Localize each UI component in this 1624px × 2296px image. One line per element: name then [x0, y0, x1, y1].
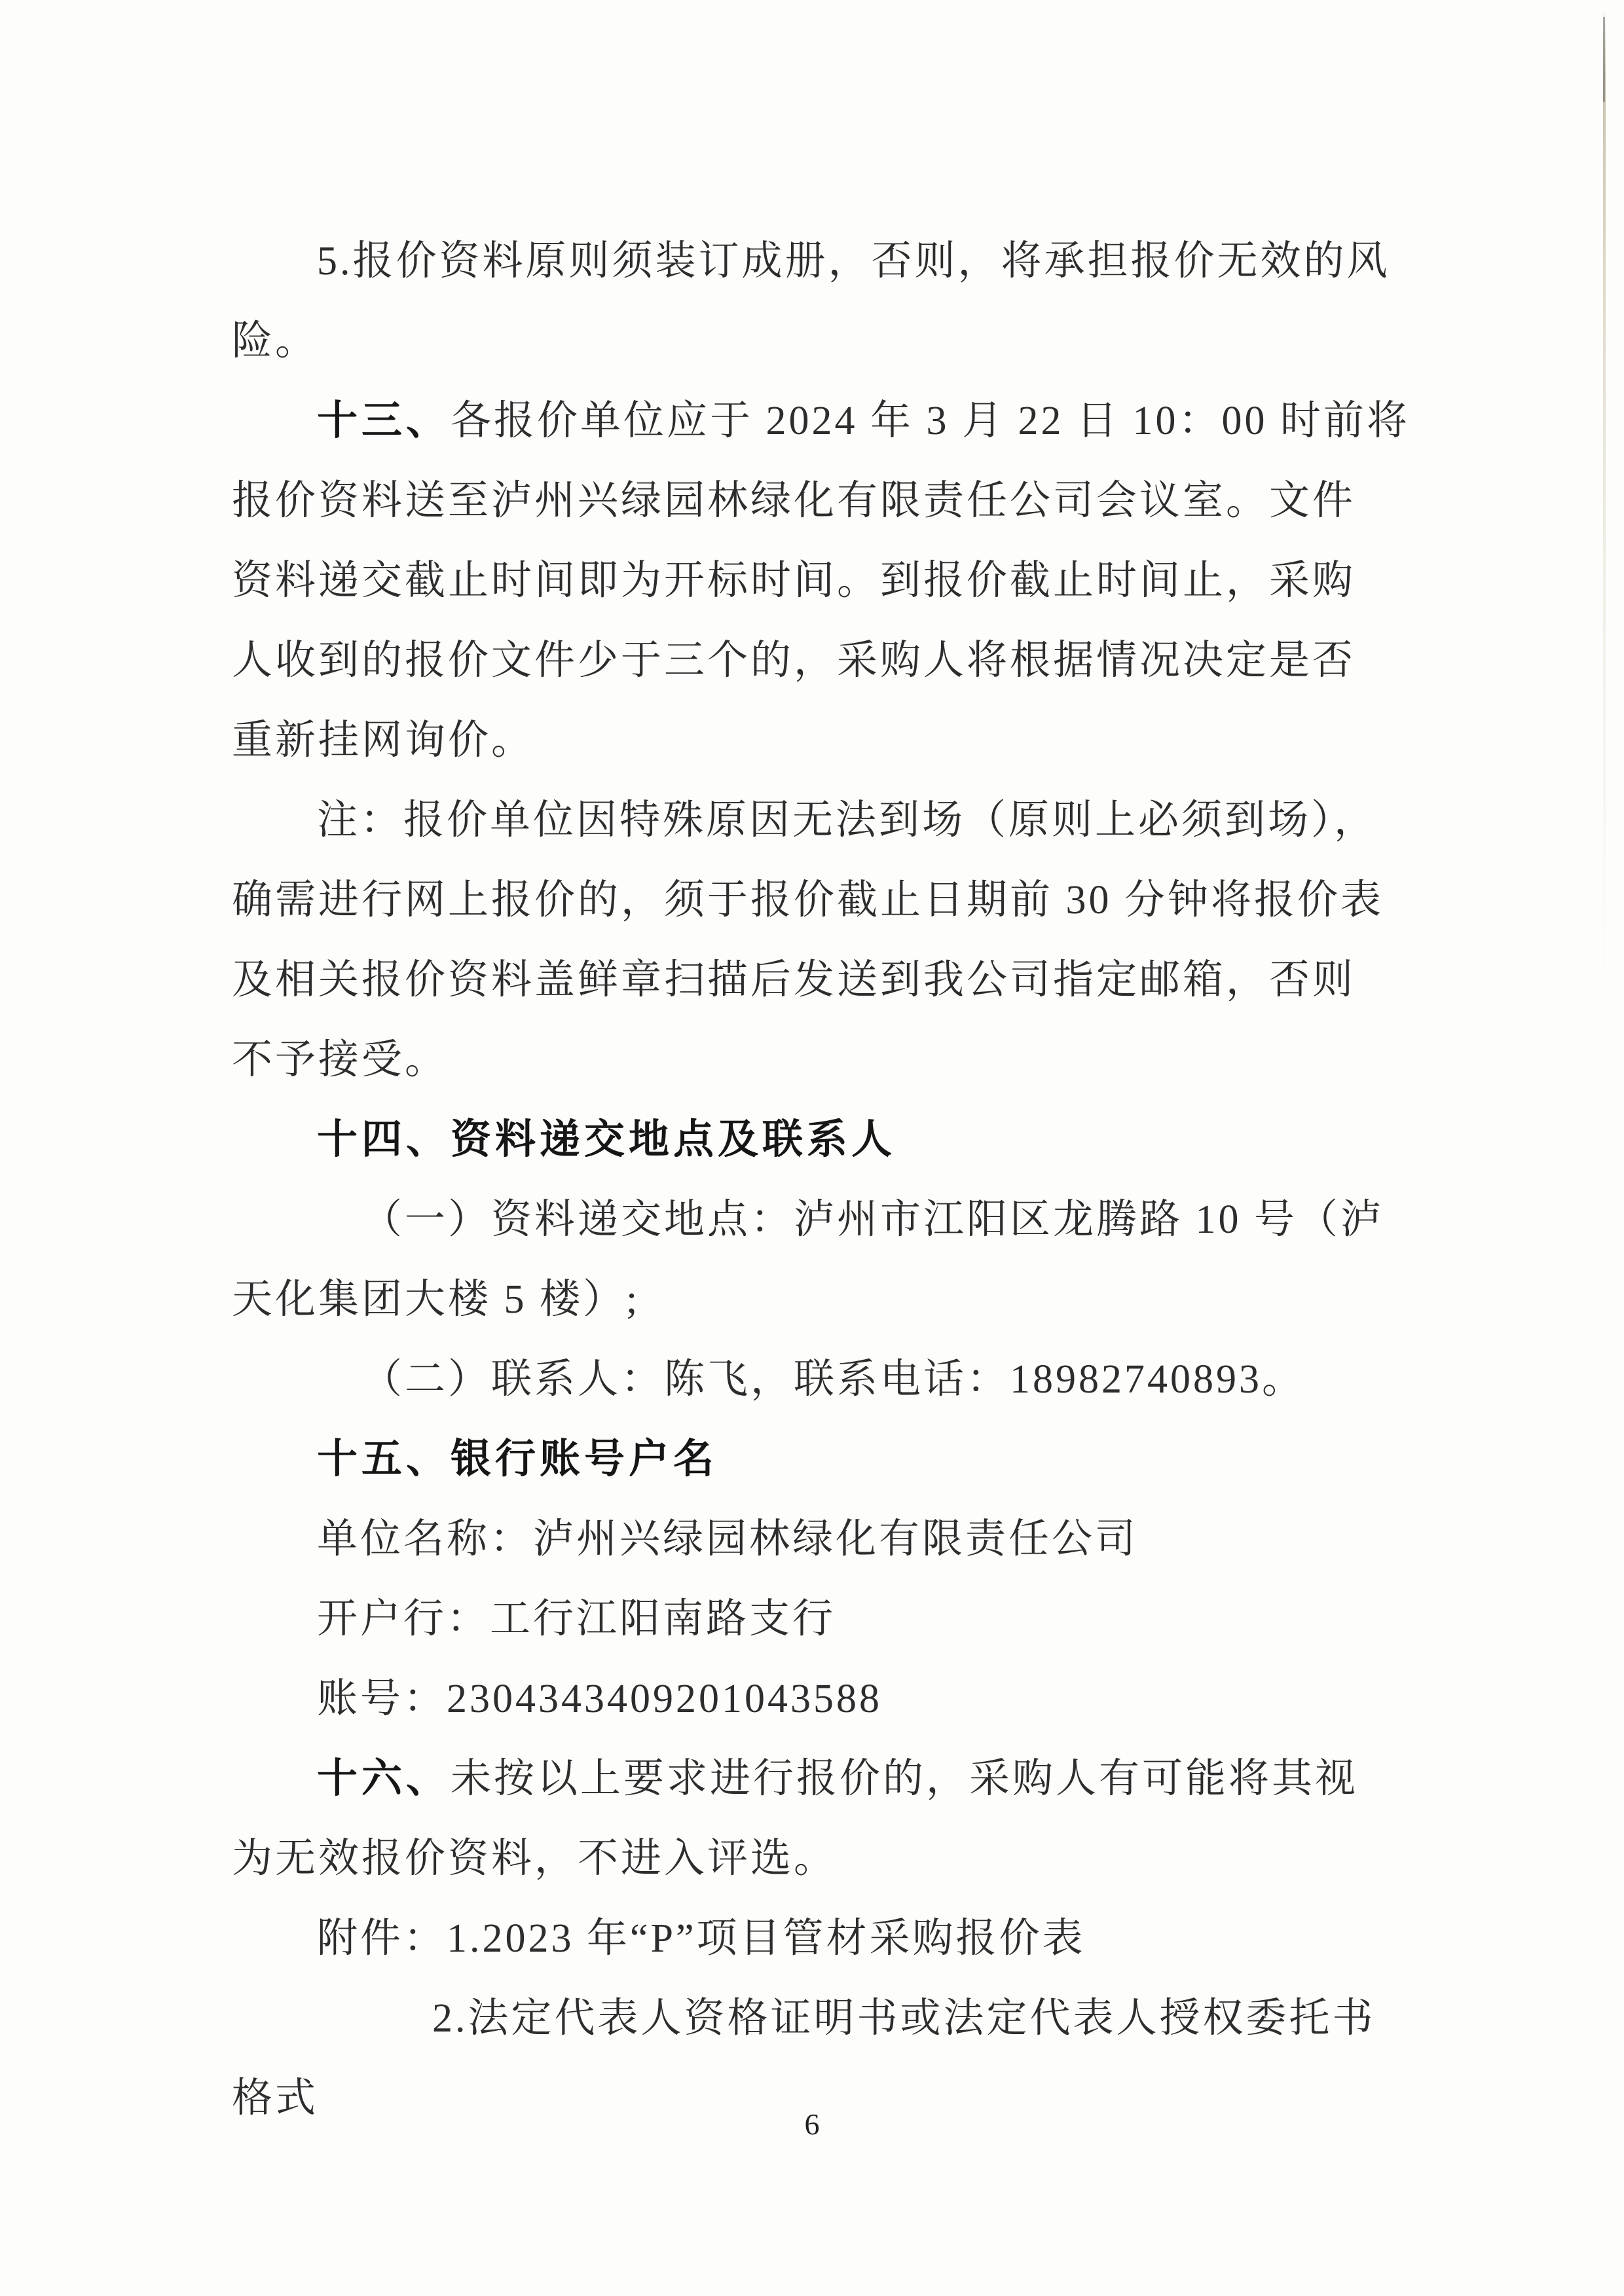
text-segment: 险。: [232, 319, 319, 363]
text-line: [232, 301, 1371, 381]
section-heading-segment: 十四、资料递交地点及联系人: [317, 1118, 896, 1162]
text-segment: （二）联系人：陈飞，联系电话：18982740893。: [361, 1357, 1306, 1402]
text-segment: 格式: [232, 2076, 319, 2121]
text-line: [232, 1899, 1371, 1978]
text-segment: 资料递交截止时间即为开标时间。到报价截止时间止，采购: [232, 558, 1356, 603]
text-line: [232, 1819, 1371, 1899]
text-line: [232, 860, 1384, 940]
text-segment: 及相关报价资料盖鲜章扫描后发送到我公司指定邮箱，否则: [232, 958, 1356, 1002]
scan-dash-artifact: [1603, 17, 1605, 102]
text-segment: 账号：2304343409201043588: [317, 1677, 883, 1721]
text-line: [232, 1100, 1371, 1180]
text-line: [232, 1020, 1371, 1100]
text-line: [232, 780, 1378, 860]
text-segment: 附件：1.2023 年“P”项目管材采购报价表: [317, 1916, 1086, 1961]
text-line: [232, 221, 1390, 301]
text-segment: 注：报价单位因特殊原因无法到场（原则上必须到场），: [317, 798, 1378, 843]
document-body: [232, 221, 1411, 2138]
text-segment: 各报价单位应于 2024 年 3 月 22 日 10：00 时前将: [451, 399, 1411, 443]
text-segment: 开户行：工行江阳南路支行: [317, 1597, 836, 1641]
text-line: [232, 940, 1371, 1020]
scan-edge-artifact: [1603, 12, 1606, 981]
text-line: [232, 1180, 1384, 1260]
text-line: [232, 461, 1371, 541]
text-segment: 为无效报价资料，不进入评选。: [232, 1836, 838, 1881]
section-heading-segment: 十六、: [317, 1757, 451, 1801]
text-line: [232, 1339, 1371, 1419]
text-line: [232, 1739, 1371, 1819]
text-line: [232, 1978, 1376, 2058]
section-heading-segment: 十五、银行账号户名: [317, 1437, 718, 1482]
text-segment: 报价资料送至泸州兴绿园林绿化有限责任公司会议室。文件: [232, 479, 1356, 523]
text-line: [232, 381, 1411, 461]
text-segment: 天化集团大楼 5 楼）;: [232, 1277, 640, 1322]
text-segment: （一）资料递交地点：泸州市江阳区龙腾路 10 号（泸: [361, 1197, 1384, 1242]
text-line: [232, 701, 1371, 780]
text-segment: 不予接受。: [232, 1038, 449, 1082]
text-segment: 5.报价资料原则须装订成册，否则，将承担报价无效的风: [317, 239, 1390, 283]
text-segment: 2.法定代表人资格证明书或法定代表人授权委托书: [432, 1996, 1376, 2041]
text-line: [232, 1499, 1371, 1579]
text-segment: 单位名称：泸州兴绿园林绿化有限责任公司: [317, 1517, 1139, 1561]
text-line: [232, 1659, 1371, 1739]
text-segment: 重新挂网询价。: [232, 718, 535, 763]
section-heading-segment: 十三、: [317, 399, 451, 443]
text-line: [232, 1419, 1371, 1499]
text-line: [232, 1579, 1371, 1659]
text-line: [232, 1260, 1371, 1339]
page-number: 6: [804, 2107, 820, 2141]
text-segment: 确需进行网上报价的，须于报价截止日期前 30 分钟将报价表: [232, 878, 1384, 922]
text-segment: 人收到的报价文件少于三个的，采购人将根据情况决定是否: [232, 638, 1356, 683]
text-line: [232, 541, 1371, 621]
text-segment: 未按以上要求进行报价的，采购人有可能将其视: [451, 1757, 1359, 1801]
text-line: [232, 621, 1371, 701]
